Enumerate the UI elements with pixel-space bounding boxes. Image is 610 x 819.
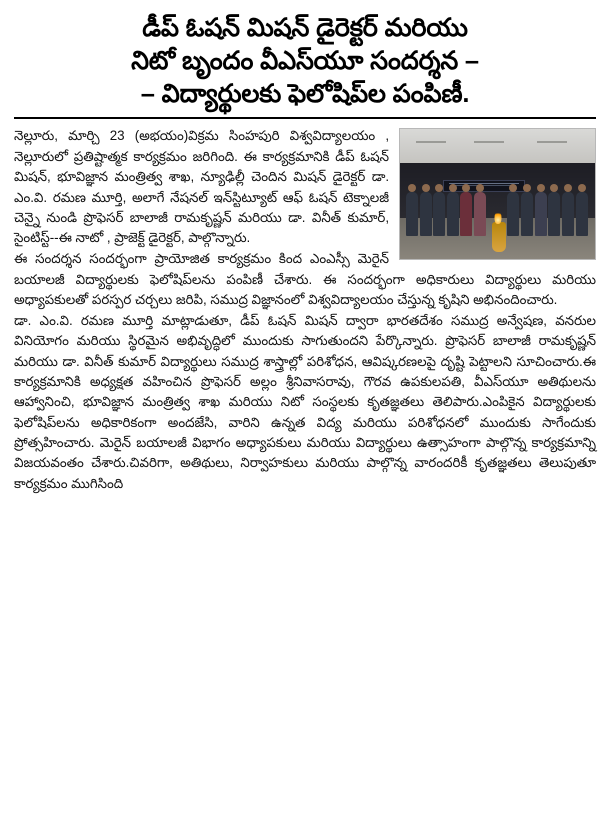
article-headline <box>16 12 594 111</box>
headline-line-1: డీప్ ఓషన్ మిషన్ డైరెక్టర్ మరియు <box>142 14 468 42</box>
event-photo <box>399 128 596 260</box>
headline-divider <box>14 117 596 119</box>
photo-ceiling <box>400 129 595 163</box>
article-figure <box>399 128 596 262</box>
article-paragraph: నెల్లూరు, మార్చి 23 (అభయం)విక్రమ సింహపురి విశ్వవిద్యాలయం , నెల్లూరులో ప్రతిష్టాత్మక కార్యక్రమం జరిగింది. ఈ కార్యక్రమానికి డీప్ ఓషన్ మిషన్, భూవిజ్ఞాన మంత్రిత్వ శాఖ, న్యూఢిల్లీ చెందిన మిషన్ డైరెక్టర్ డా. ఎం.వి. రమణ మూర్తి, అలాగే నేషనల్ ఇన్‌స్టిట్యూట్ ఆఫ్ ఓషన్ టెక్నాలజీ చెన్నై నుండి ప్రొఫెసర్ బాలాజీ రామకృష్ణన్ మరియు డా. వినీత్ కుమార్, సైంటిస్ట్--ఈ నాటో , ప్రాజెక్ట్ డైరెక్టర్, పాల్గొన్నారు. <box>14 128 389 246</box>
article-paragraph: డా. ఎం.వి. రమణ మూర్తి మాట్లాడుతూ, డీప్ ఓషన్ మిషన్ ద్వారా భారతదేశం సముద్ర అన్వేషణ, వనరుల వినియోగం మరియు స్థిరమైన అభివృద్ధిలో ముందుకు సాగుతుందని పేర్కొన్నారు. ప్రొఫెసర్ బాలాజీ రామకృష్ణన్ మరియు డా. వినీత్ కుమార్ విద్యార్థులు సముద్ర శాస్త్రాల్లో పరిశోధన, ఆవిష్కరణలపై దృష్టి పెట్టాలని సూచించారు.ఈ కార్యక్రమానికి అధ్యక్షత వహించిన ప్రొఫెసర్ అల్లం శ్రీనివాసరావు, గౌరవ ఉపకులపతి, వీఎస్‌యూ అతిథులను ఆహ్వానించి, భూవిజ్ఞాన మంత్రిత్వ శాఖ మరియు నిటో సంస్థలకు కృతజ్ఞతలు తెలిపారు.ఎంపికైన విద్యార్థులకు ఫెలోషిప్‌లను అధికారికంగా అందజేసి, వారిని ఉన్నత విద్య మరియు పరిశోధనలో ముందుకు సాగేందుకు ప్రోత్సహించారు. మెరైన్ బయాలజీ విభాగం అధ్యాపకులు మరియు విద్యార్థులు ఉత్సాహంగా పాల్గొన్న కార్యక్రమాన్ని విజయవంతం చేశారు.చివరిగా, అతిథులు, నిర్వాహకులు మరియు పాల్గొన్న వారందరికీ కృతజ్ఞతలు తెలుపుతూ కార్యక్రమం ముగిసింది <box>14 312 596 491</box>
headline-line-2: నిటో బృందం వీఎస్‌యూ సందర్శన – <box>131 47 479 76</box>
ceremonial-lamp-icon <box>492 222 506 252</box>
ceiling-fan-icon <box>474 141 504 143</box>
ceiling-fan-icon <box>537 141 567 143</box>
headline-line-3: – విద్యార్థులకు ఫెలోషిప్‌ల పంపిణీ. <box>140 80 470 109</box>
article-body <box>14 126 596 494</box>
article-paragraph: ఈ సందర్శన సందర్భంగా ప్రాయోజిత కార్యక్రమం కింద ఎంఎస్సీ మెరైన్ బయాలజీ విద్యార్థులకు ఫెలోషిప్‌లను పంపిణీ చేశారు. ఈ సందర్భంగా అధికారులు విద్యార్థులు మరియు అధ్యాపకులతో పరస్పర చర్చలు జరిపి, సముద్ర విజ్ఞానంలో విశ్వవిద్యాలయం చేస్తున్న కృషిని అభినందించారు. <box>14 251 596 307</box>
lamp-flame-icon <box>494 211 501 224</box>
ceiling-fan-icon <box>416 141 446 143</box>
